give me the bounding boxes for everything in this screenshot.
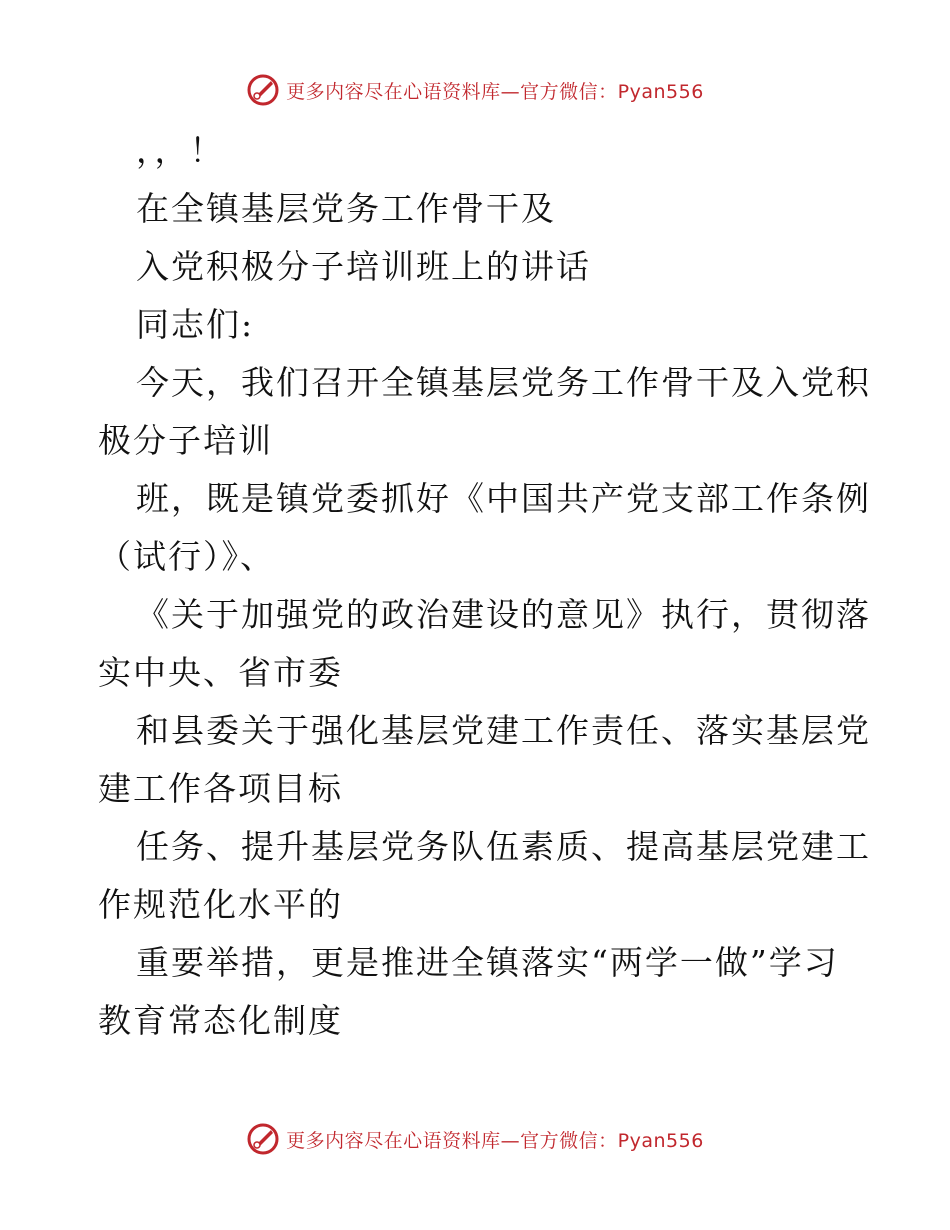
footer-watermark	[0, 1119, 950, 1159]
text-line: 实中央、省市委	[98, 653, 343, 692]
text-line: 班，既是镇党委抓好《中国共产党支部工作条例	[136, 479, 871, 518]
text-line: 和县委关于强化基层党建工作责任、落实基层党	[136, 711, 871, 750]
watermark-text: 更多内容尽在心语资料库—官方微信：Pyan556	[286, 80, 704, 103]
text-line: 《关于加强党的政治建设的意见》执行，贯彻落	[136, 595, 871, 634]
text-line: 今天，我们召开全镇基层党务工作骨干及入党积	[136, 363, 871, 402]
header-watermark	[0, 70, 950, 110]
text-line: 任务、提升基层党务队伍素质、提高基层党建工	[136, 827, 871, 866]
watermark-text: 更多内容尽在心语资料库—官方微信：Pyan556	[286, 1129, 704, 1152]
text-line: 入党积极分子培训班上的讲话	[136, 247, 591, 286]
text-line: 建工作各项目标	[98, 769, 343, 808]
text-line: （试行）》、	[98, 537, 275, 576]
text-line: ，，！	[136, 131, 225, 170]
text-line: 重要举措，更是推进全镇落实“两学一做”学习	[136, 943, 839, 982]
text-line: 作规范化水平的	[98, 885, 343, 924]
quill-seal-icon	[246, 1122, 280, 1156]
text-line: 教育常态化制度	[98, 1001, 343, 1040]
text-line: 同志们:	[136, 305, 255, 344]
text-line: 极分子培训	[98, 421, 273, 460]
document-body	[98, 122, 871, 1050]
quill-seal-icon	[246, 73, 280, 107]
text-line: 在全镇基层党务工作骨干及	[136, 189, 556, 228]
